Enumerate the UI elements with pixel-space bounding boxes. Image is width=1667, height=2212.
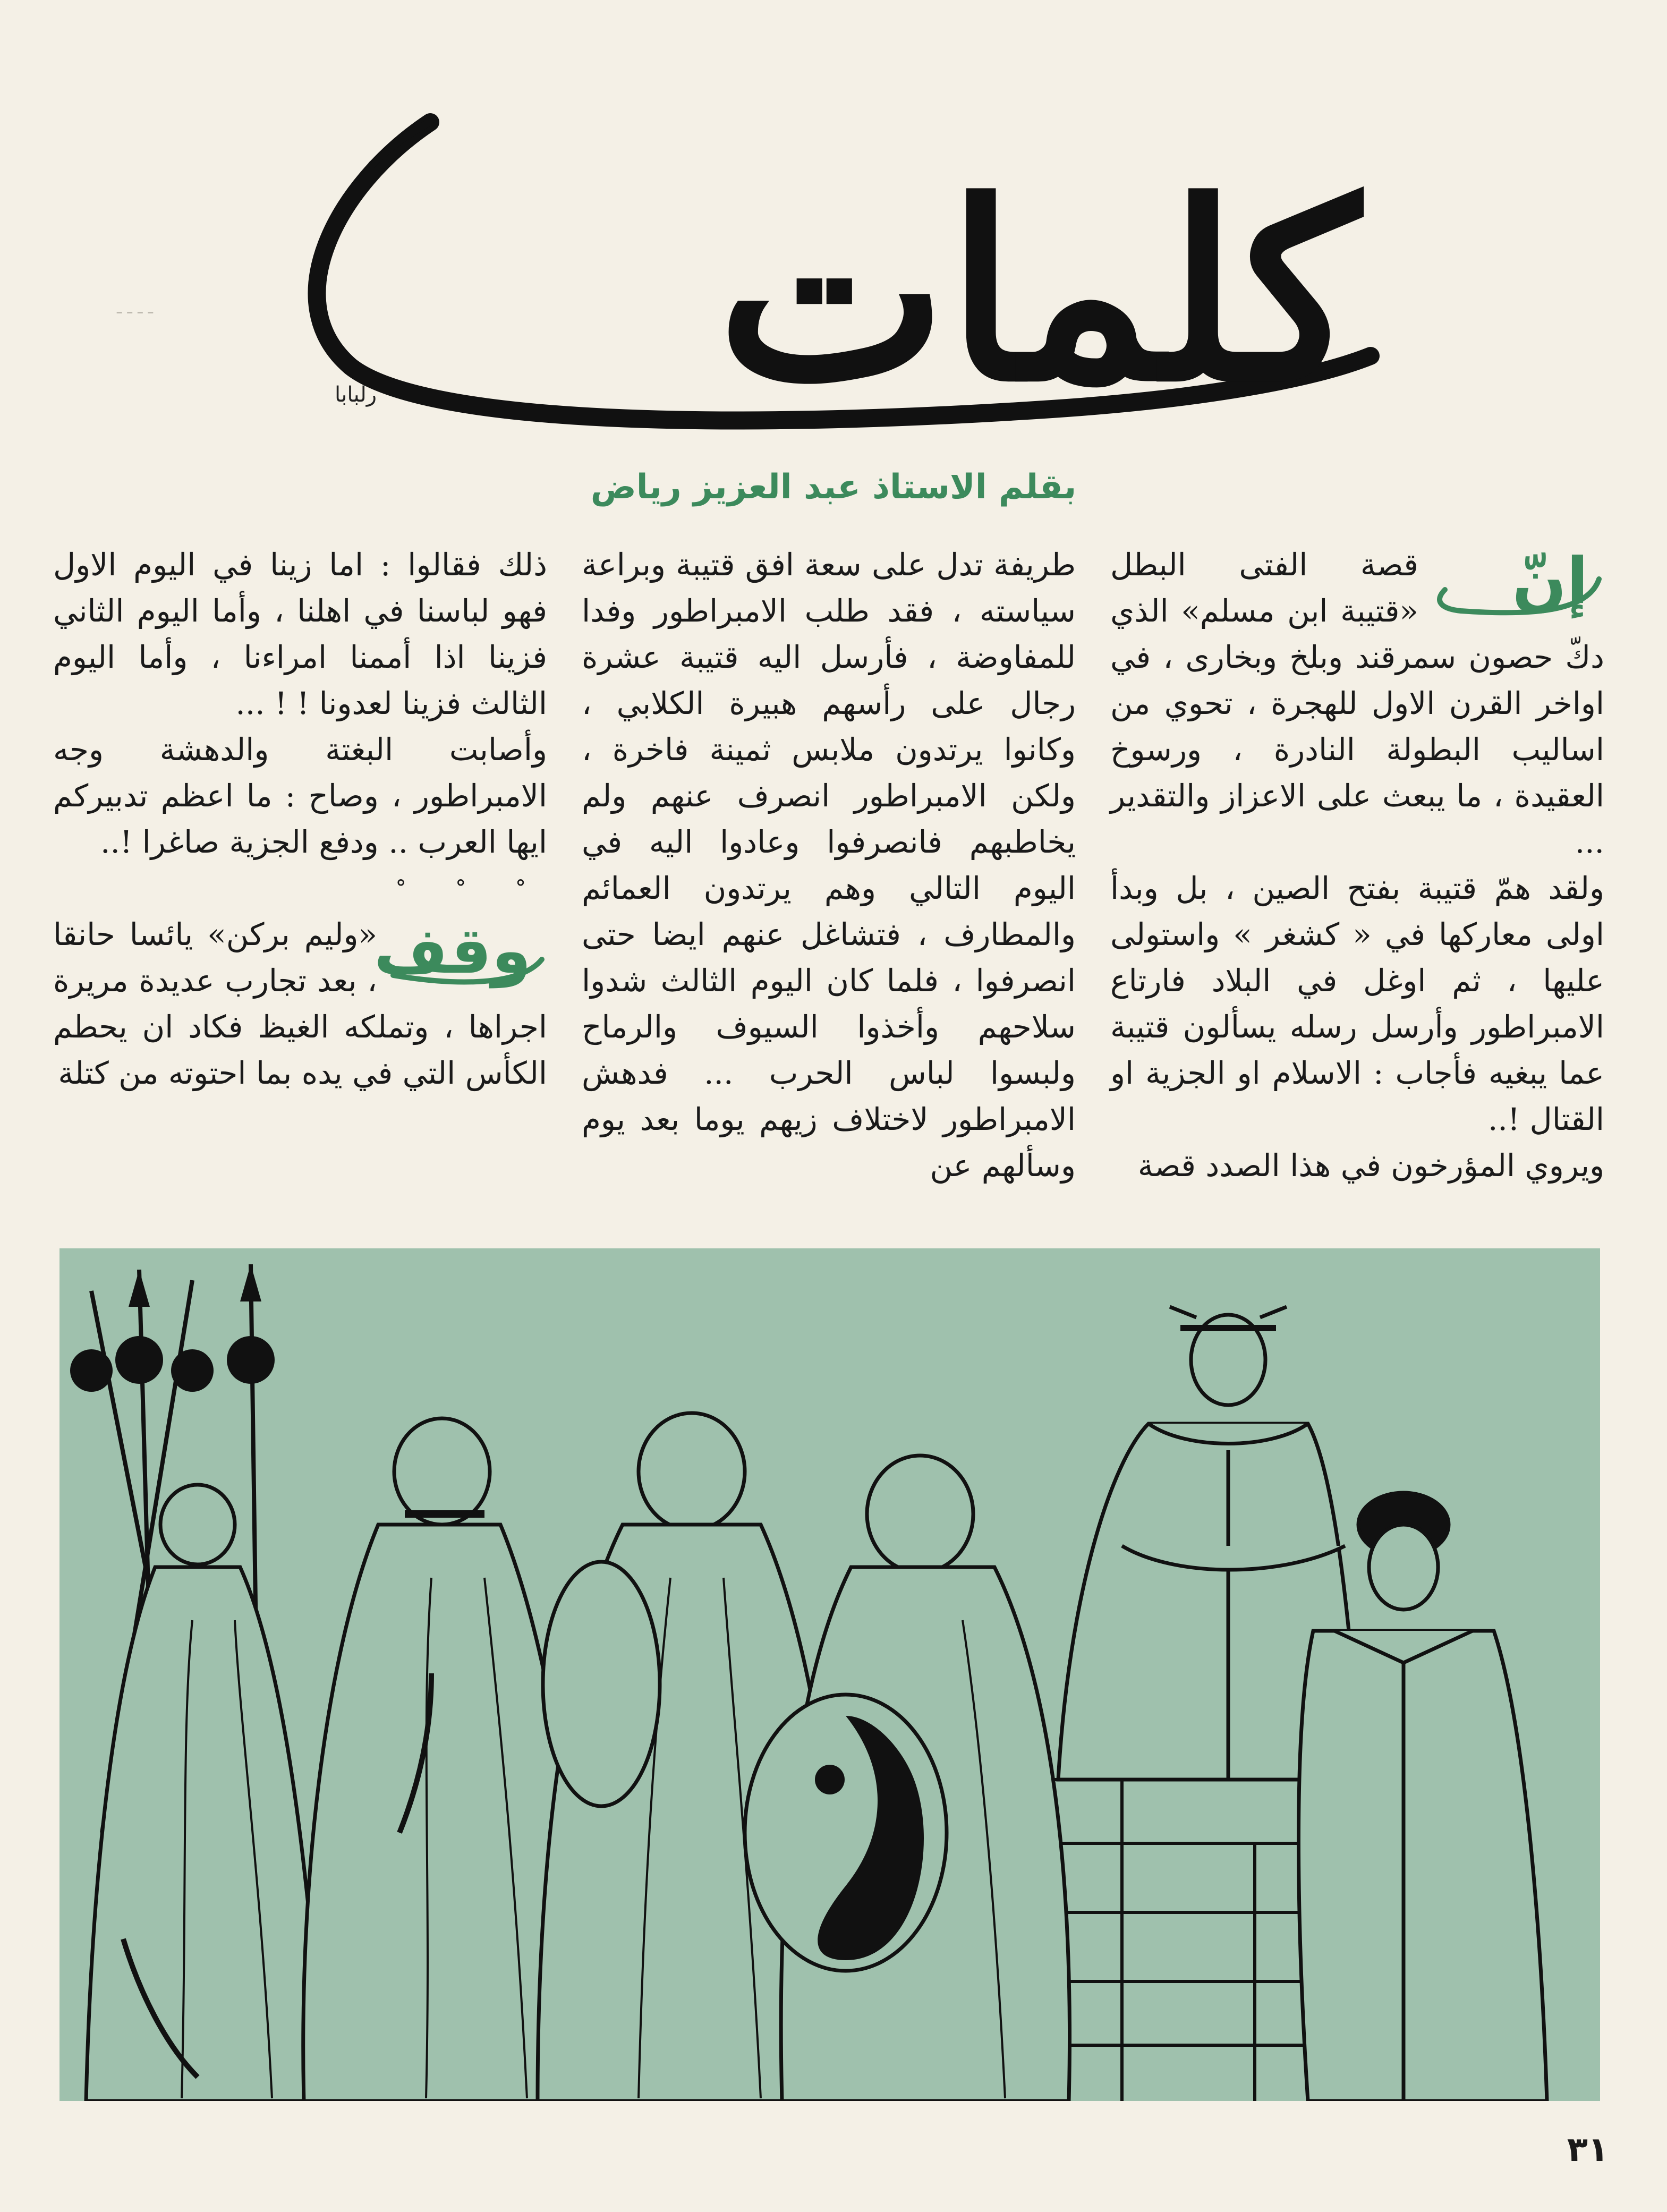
column-left [53, 542, 547, 1096]
drop-cap: إنّ [1512, 545, 1588, 618]
drop-cap-box [1429, 542, 1604, 632]
paragraph: ويروي المؤرخون في هذا الصدد قصة [1137, 1147, 1604, 1184]
paragraph: وأصابت البغتة والدهشة وجه الامبراطور ، وصاح : ما اعظم تدبيركم ايها العرب .. ودفع الجزية صاغرا !.. [53, 731, 547, 860]
paragraph: طريفة تدل على سعة افق قتيبة وبراعة سياسته ، فقد طلب الامبراطور وفدا للمفاوضة ، فأرسل اليه قتيبة عشرة رجال على رأسهم هبيرة الكلابي ، وكانوا يرتدون ملابس ثمينة فاخرة ، ولكن الامبراطور انصرف عنهم ولم يخاطبهم فانصرفوا وعادوا اليه في اليوم التالي وهم يرتدون العمائم والمطارف ، فتشاغل عنهم ايضا حتى انصرفوا ، فلما كان اليوم الثالث شدوا سلاحهم وأخذوا السيوف والرماح ولبسوا لباس الحرب ... فدهش الامبراطور لاختلاف زيهم يوما بعد يوم وسألهم عن [582, 547, 1076, 1184]
page-title: كلمات [717, 149, 1360, 436]
column-right [1110, 542, 1604, 1189]
paragraph: ولقد همّ قتيبة بفتح الصين ، بل وبدأ اولى معاركها في « كشغر » واستولى عليها ، ثم اوغل في البلاد فارتاع الامبراطور وأرسل رسله يسألون قتيبة عما يبغيه فأجاب : الاسلام او الجزية او القتال !.. [1110, 870, 1604, 1137]
column-middle [582, 542, 1076, 1189]
illustration-drawing [59, 1248, 1600, 2101]
scan-mark: ـ ـ ـ ـ [117, 297, 154, 318]
paragraph: قصة الفتى البطل «قتيبة ابن مسلم» الذي دكّ حصون سمرقند وبلخ وبخارى ، في اواخر القرن الاول للهجرة ، تحوي من اساليب البطولة النادرة ، ورسوخ العقيدة ، ما يبعث على الاعزاز والتقدير ... [1110, 547, 1604, 860]
calligrapher-signature: رلبابا [335, 382, 377, 407]
drop-cap: وقف [373, 914, 531, 988]
paragraph: ذلك فقالوا : اما زينا في اليوم الاول فهو لباسنا في اهلنا ، وأما اليوم الثاني فزينا اذا أممنا امراءنا ، وأما اليوم الثالث فزينا لعدونا ! ! ... [53, 547, 547, 721]
author-byline: بقلم الاستاذ عبد العزيز رياض [590, 467, 1077, 507]
illustration-emperor-and-envoys [59, 1248, 1600, 2101]
article-body [53, 542, 1604, 1184]
paragraph: «وليم بركن» يائسا حانقا ، بعد تجارب عديدة مريرة اجراها ، وتملكه الغيظ فكاد ان يحطم الكأس التي في يده بما احتوته من كتلة [53, 916, 547, 1091]
section-separator: ° ° ° [395, 876, 547, 900]
title-calligraphy [255, 80, 1424, 441]
page-number: ٣١ [1567, 2130, 1609, 2170]
drop-cap-box [373, 912, 547, 991]
